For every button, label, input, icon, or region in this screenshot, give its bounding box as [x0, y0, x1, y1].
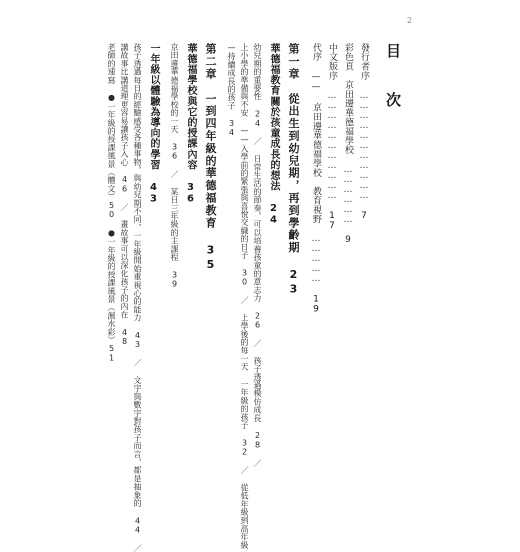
chapter-2-heading[interactable] [205, 43, 216, 272]
section-summary-line: 上小學的準備與不安 ——入學前的緊張與喜悅交織的日子 30 ／ 上學後的每一天 一年級的孩子 32 ／ 從低年級到高年級 [240, 43, 249, 549]
toc-leader-dots: …………………………… [327, 90, 337, 201]
toc-entry-page: 17 [327, 210, 337, 232]
toc-entry-page: 7 [359, 210, 369, 222]
toc-title: 目 次 [384, 43, 402, 115]
page-number: 2 [407, 16, 413, 25]
chapter-1-heading[interactable] [288, 43, 299, 297]
section-summary-line: —持續成長的孩子 34 [227, 43, 236, 138]
toc-leader-dots: …………………………… [359, 90, 369, 201]
toc-entry-page: 19 [311, 294, 321, 315]
section-summary-line: 幼兒期的重要性 24 ／ 日常生活的節奏，可以培養孩童的意志力 26 ／ 孩子透過模仿成長 28 ／ [253, 43, 262, 467]
toc-entry-label: 中文版序 [327, 43, 337, 81]
chapter-page: 23 [287, 268, 300, 298]
section-page: 24 [268, 203, 279, 227]
section-title: 華德福教育關於孩童成長的想法 [268, 43, 279, 192]
chapter-2-section-1-heading[interactable] [185, 43, 195, 205]
section-summary-line: 孩子透過每日的經驗感受各種事物，與幼兒期不同，一年級開始重視心的能力 43 ／ 文字與數字對孩子而言，都是抽象的 44 ／ [133, 43, 142, 552]
toc-entry-page: 9 [343, 235, 353, 246]
section-page: 36 [185, 181, 196, 206]
toc-entry-publisher-preface[interactable] [359, 43, 368, 221]
chapter-page: 35 [204, 243, 217, 273]
chapter-title: 第二章 一到四年級的華德福教育 [204, 43, 217, 229]
chapter-title: 第一章 從出生到幼兒期，再到學齡期 [287, 43, 300, 254]
toc-leader-dots: …………… [311, 234, 321, 285]
section-page: 43 [148, 181, 159, 206]
chapter-1-section-1-heading[interactable] [268, 43, 278, 226]
section-summary-line: 講故事比講道理更容易讓孩子入心 46 ／ 畫故事可以深化孩子的內在 48 [120, 43, 129, 347]
section-title: 一年級以體驗為導向的學習 [148, 43, 159, 171]
section-summary-line: 京田邊華德福學校的一天 36 ／ 某日三年級的主課程 39 [170, 43, 179, 289]
toc-entry-label: 發行者序 [359, 43, 369, 81]
toc-entry-label: 彩色頁 京田邊華德福學校 [343, 43, 353, 155]
toc-entry-chinese-preface[interactable] [327, 43, 336, 231]
section-summary-line: 老師的速寫 ●一年級的授課風景（體文）50 ●一年級的授課風景（濕水彩）51 [107, 43, 116, 363]
chapter-2-section-2-heading[interactable] [148, 43, 158, 205]
section-title: 華德福學校與它的授課內容 [185, 43, 196, 171]
toc-entry-color-pages[interactable] [343, 43, 352, 246]
toc-leader-dots: ……………… [343, 164, 353, 225]
toc-entry-foreword[interactable] [311, 43, 320, 315]
toc-entry-label: 代序 —— 京田邊華德福學校 教育視野 [311, 43, 321, 224]
